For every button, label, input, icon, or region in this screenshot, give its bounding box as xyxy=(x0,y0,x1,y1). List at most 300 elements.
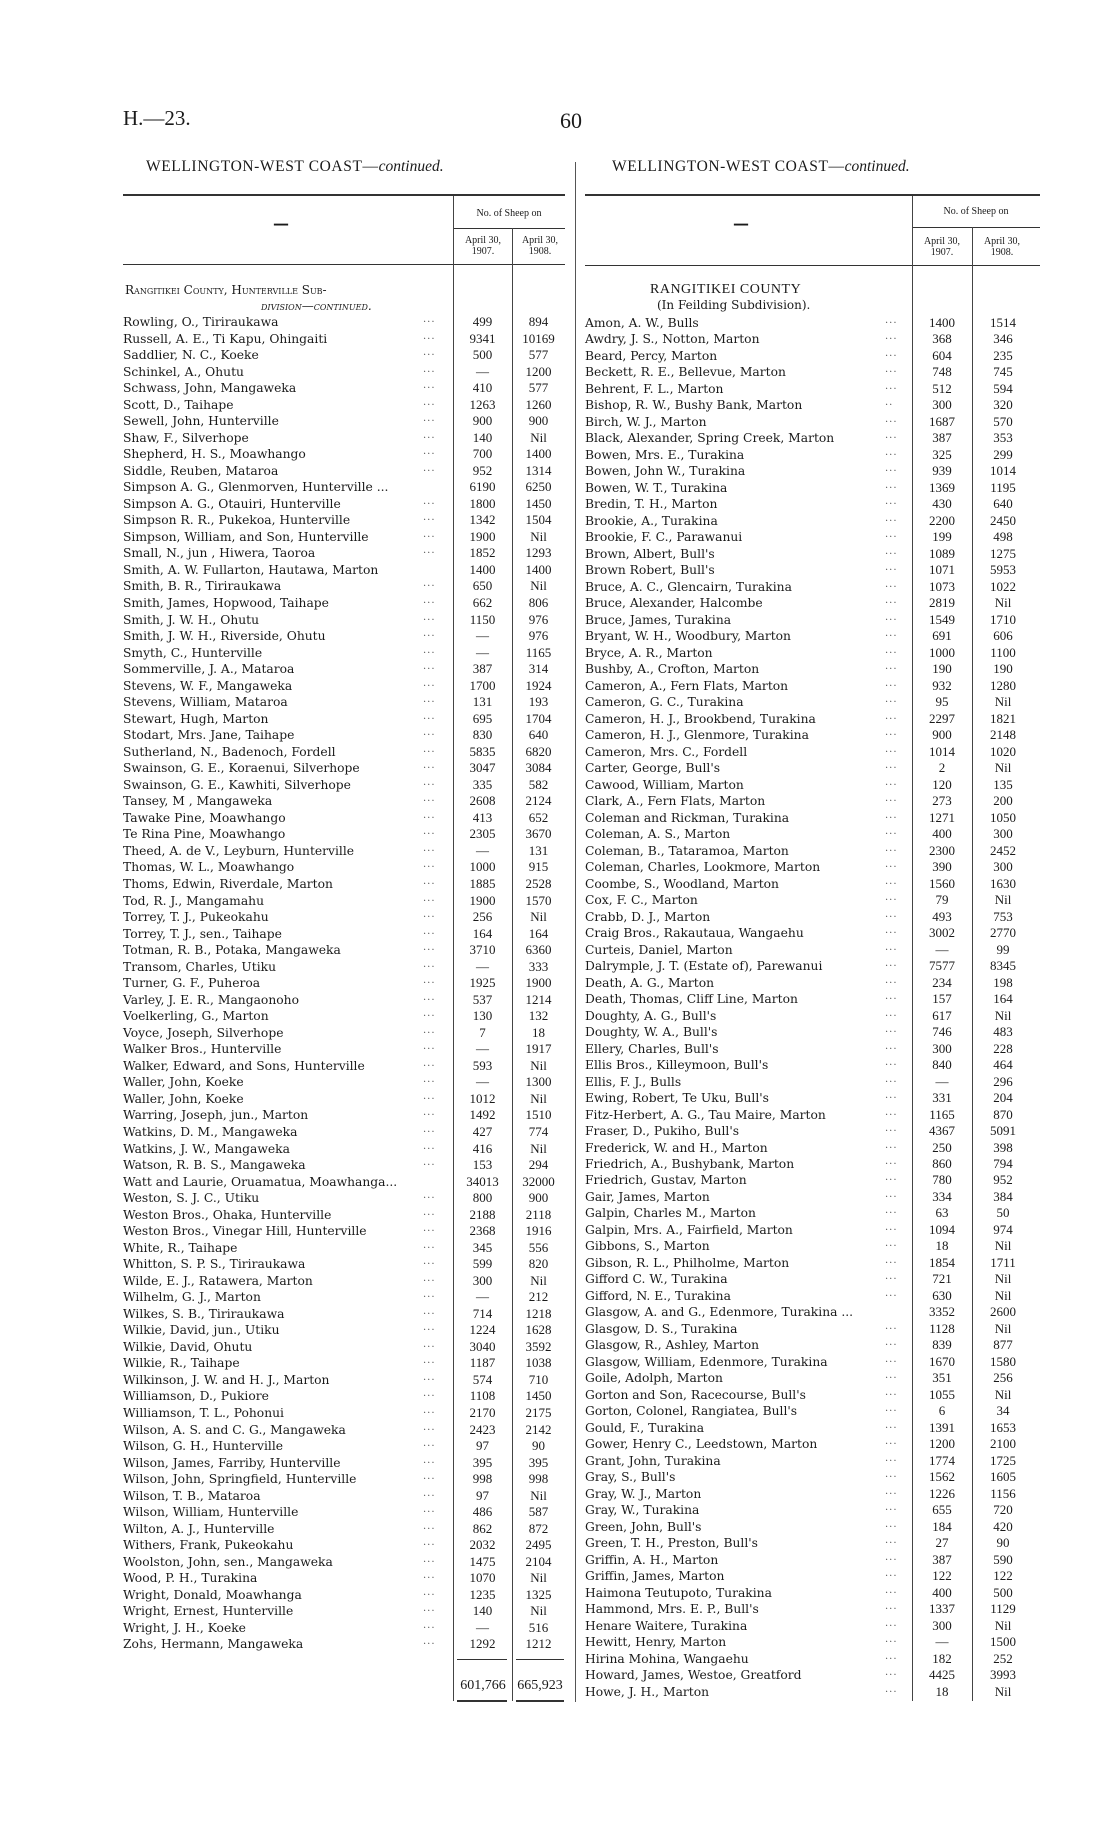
owner-name: Coleman, B., Tataramoa, Marton xyxy=(585,843,789,858)
sheep-1907: 334 xyxy=(932,1188,952,1204)
sheep-1908: Nil xyxy=(994,1007,1012,1023)
owner-name: Friedrich, Gustav, Marton xyxy=(585,1173,747,1188)
table-row xyxy=(585,430,1034,446)
sheep-1908: 894 xyxy=(528,314,549,329)
dot-leader: ... xyxy=(885,760,898,772)
dot-leader: ... xyxy=(885,479,898,491)
dot-leader: ... xyxy=(885,1650,898,1662)
sheep-1908: 2100 xyxy=(990,1436,1016,1452)
owner-name: Tansey, M , Mangaweka xyxy=(123,794,273,809)
owner-name: Bryce, A. R., Marton xyxy=(585,645,713,660)
sheep-1908: Nil xyxy=(994,1287,1012,1303)
sheep-1908: Nil xyxy=(530,429,547,445)
table-row xyxy=(123,1438,565,1454)
table-row xyxy=(585,331,1034,347)
table-row xyxy=(585,447,1034,463)
dot-leader: ... xyxy=(885,1123,898,1134)
table-row xyxy=(585,1618,1034,1634)
table-row xyxy=(123,1058,565,1074)
table-row xyxy=(123,1554,565,1570)
table-row xyxy=(585,397,1034,413)
dot-leader: ... xyxy=(423,1487,436,1499)
table-row xyxy=(123,1322,565,1338)
sheep-1908: 395 xyxy=(528,1454,549,1470)
sheep-1907: 2170 xyxy=(469,1404,496,1420)
dot-leader: ... xyxy=(885,1353,898,1365)
sheep-1908: 212 xyxy=(528,1289,549,1305)
sheep-1907: 1165 xyxy=(929,1106,955,1122)
table-row xyxy=(123,926,565,942)
dot-leader: ... xyxy=(423,396,436,408)
sheep-1907: 345 xyxy=(472,1239,493,1255)
dot-leader: ... xyxy=(885,1601,898,1613)
dot-leader: ... xyxy=(885,776,898,788)
dot-leader: ... xyxy=(885,1106,898,1118)
sheep-1908: 2528 xyxy=(525,876,552,892)
owner-name: Friedrich, A., Bushybank, Marton xyxy=(585,1156,795,1171)
sheep-1908: 1510 xyxy=(525,1107,552,1123)
dot-leader: ... xyxy=(885,1386,898,1398)
dot-leader: ... xyxy=(885,727,898,739)
owner-name: Beckett, R. E., Bellevue, Marton xyxy=(585,365,786,380)
sheep-1907: 190 xyxy=(932,661,952,677)
dot-leader: ... xyxy=(885,1584,898,1596)
owner-name: Bowen, John W., Turakina xyxy=(585,464,746,479)
left-table-title xyxy=(146,158,444,176)
sheep-1907: 1400 xyxy=(469,561,496,577)
sheep-1907: 18 xyxy=(935,1238,949,1254)
owner-name: Beard, Percy, Marton xyxy=(585,348,718,363)
dot-leader: ... xyxy=(885,315,898,326)
dot-leader: ... xyxy=(423,793,436,805)
sheep-1907: 2300 xyxy=(929,842,955,858)
table-row xyxy=(123,893,565,909)
dot-leader: ... xyxy=(885,892,898,904)
dot-leader: ... xyxy=(885,1221,898,1233)
sheep-1908: Nil xyxy=(530,578,547,594)
table-row xyxy=(123,1273,565,1289)
dot-leader: .. xyxy=(885,397,894,409)
table-row xyxy=(123,843,565,859)
table-row xyxy=(585,744,1034,760)
sheep-1907: 325 xyxy=(932,446,952,462)
header-bottom-rule xyxy=(123,264,565,265)
sheep-1908: 353 xyxy=(993,430,1013,446)
table-row xyxy=(585,925,1034,941)
header-group: No. of Sheep on xyxy=(476,208,542,219)
table-row xyxy=(123,1174,565,1190)
table-row xyxy=(123,595,565,611)
owner-name: Glasgow, D. S., Turakina xyxy=(585,1321,738,1336)
sheep-1907: 95 xyxy=(935,694,949,710)
table-row xyxy=(123,1256,565,1272)
dot-leader: ... xyxy=(885,1040,898,1052)
sheep-1908: 314 xyxy=(528,661,549,677)
sheep-1908: Nil xyxy=(994,1320,1012,1336)
owner-name: Griffin, A. H., Marton xyxy=(585,1552,719,1567)
table-row xyxy=(585,694,1034,710)
table-row xyxy=(123,859,565,875)
sheep-1907: 7577 xyxy=(929,958,955,974)
table-row xyxy=(585,1090,1034,1106)
table-row xyxy=(585,793,1034,809)
sheep-1908: 299 xyxy=(993,446,1013,462)
dot-leader: ... xyxy=(423,1520,436,1532)
sheep-1908: 1450 xyxy=(525,1388,552,1404)
table-row xyxy=(123,1603,565,1619)
sheep-1908: 1653 xyxy=(990,1419,1016,1435)
table-row xyxy=(123,1306,565,1322)
table-row xyxy=(123,496,565,512)
table-row xyxy=(585,562,1034,578)
dot-leader: ... xyxy=(423,347,436,359)
sheep-1908: 252 xyxy=(993,1650,1013,1666)
sheep-1907: 410 xyxy=(472,380,493,396)
dot-leader: ... xyxy=(885,1172,898,1184)
dot-leader: ... xyxy=(885,661,898,673)
sheep-1908: 10169 xyxy=(522,330,555,346)
sheep-1907: 3002 xyxy=(929,925,955,941)
owner-name: Weston, S. J. C., Utiku xyxy=(123,1191,260,1206)
table-row xyxy=(123,876,565,892)
table-row xyxy=(123,942,565,958)
sheep-1908: 131 xyxy=(528,842,549,858)
table-row xyxy=(123,727,565,743)
sheep-1907: 400 xyxy=(932,826,952,842)
sheep-1908: 1165 xyxy=(525,644,552,660)
section-heading-line1: RANGITIKEI COUNTY xyxy=(650,282,802,297)
sheep-1907: 1271 xyxy=(929,809,955,825)
owner-name: Coleman and Rickman, Turakina xyxy=(585,810,790,825)
owner-name: Stodart, Mrs. Jane, Taihape xyxy=(123,728,295,743)
sheep-1907: — xyxy=(476,958,489,974)
owner-name: Brookie, A., Turakina xyxy=(585,513,718,528)
owner-name: Smith, James, Hopwood, Taihape xyxy=(123,596,329,610)
dot-leader: ... xyxy=(423,760,436,772)
owner-name: Galpin, Mrs. A., Fairfield, Marton xyxy=(585,1222,793,1237)
dot-leader: ... xyxy=(885,1617,898,1629)
dot-leader: ... xyxy=(423,314,436,325)
sheep-1907: 3352 xyxy=(929,1304,955,1320)
sheep-1907: 1108 xyxy=(469,1388,496,1404)
table-row xyxy=(585,760,1034,776)
sheep-1907: 7 xyxy=(479,1024,486,1040)
sheep-1907: 1854 xyxy=(929,1254,955,1270)
sheep-1907: 593 xyxy=(472,1057,493,1073)
owner-name: Rowling, O., Tiriraukawa xyxy=(123,315,279,329)
sheep-1907: 1187 xyxy=(469,1355,496,1371)
dot-leader: ... xyxy=(423,1355,436,1367)
owner-name: Frederick, W. and H., Marton xyxy=(585,1140,768,1155)
table-row xyxy=(123,479,565,495)
dot-leader: ... xyxy=(423,1322,436,1334)
table-row xyxy=(585,859,1034,875)
table-row xyxy=(585,975,1034,991)
sheep-1908: 1500 xyxy=(990,1634,1016,1650)
dot-leader: ... xyxy=(885,1551,898,1563)
owner-name: Wilde, E. J., Ratawera, Marton xyxy=(123,1273,313,1288)
sheep-1907: 1000 xyxy=(929,644,955,660)
sheep-1907: 830 xyxy=(472,727,493,743)
dot-leader: ... xyxy=(885,446,898,458)
sheep-1908: Nil xyxy=(530,1272,547,1288)
table-row xyxy=(123,1207,565,1223)
table-row xyxy=(123,1620,565,1636)
table-row xyxy=(123,1107,565,1123)
sheep-1907: 746 xyxy=(932,1024,952,1040)
dot-leader: ... xyxy=(885,925,898,937)
sheep-1908: 132 xyxy=(528,1008,549,1024)
table-row xyxy=(585,1486,1034,1502)
sheep-1907: 655 xyxy=(932,1502,952,1518)
table-row xyxy=(123,512,565,528)
sheep-1907: 1560 xyxy=(929,875,955,891)
sheep-1908: 1900 xyxy=(525,975,552,991)
owner-name: Gray, W. J., Marton xyxy=(585,1486,702,1501)
sheep-1908: 204 xyxy=(993,1090,1013,1106)
dot-leader: ... xyxy=(423,611,436,623)
sheep-1907: 2368 xyxy=(469,1223,496,1239)
dot-leader: ... xyxy=(423,528,436,540)
table-row xyxy=(123,545,565,561)
table-row xyxy=(123,1223,565,1239)
owner-name: Wilhelm, G. J., Marton xyxy=(123,1290,261,1305)
dot-leader: ... xyxy=(885,562,898,574)
sheep-1907: 5835 xyxy=(469,743,496,759)
sheep-1908: 1628 xyxy=(525,1322,552,1338)
sheep-1908: 1514 xyxy=(990,315,1016,330)
owner-name: Tawake Pine, Moawhango xyxy=(123,810,286,825)
owner-name: Saddlier, N. C., Koeke xyxy=(123,348,259,363)
table-row xyxy=(585,1354,1034,1370)
sheep-1907: 1391 xyxy=(929,1419,955,1435)
sheep-1908: 900 xyxy=(528,1190,549,1206)
sheep-1908: 1129 xyxy=(990,1601,1016,1617)
sheep-1907: 6190 xyxy=(469,479,496,495)
owner-name: Torrey, T. J., sen., Taihape xyxy=(123,926,282,941)
dot-leader: ... xyxy=(423,413,436,425)
sheep-1908: 384 xyxy=(993,1188,1013,1204)
sheep-1907: 300 xyxy=(932,1040,952,1056)
owner-name: Weston Bros., Vinegar Hill, Hunterville xyxy=(123,1224,367,1239)
total-rule-bottom-1907 xyxy=(457,1700,507,1702)
dot-leader: ... xyxy=(423,1619,436,1631)
sheep-1907: 97 xyxy=(476,1438,489,1454)
owner-name: Wilkie, David, Ohutu xyxy=(123,1339,253,1354)
owner-name: Haimona Teutupoto, Turakina xyxy=(585,1585,772,1600)
owner-name: Smith, A. W. Fullarton, Hautawa, Marton xyxy=(123,562,379,577)
table-row xyxy=(585,1519,1034,1535)
table-row xyxy=(123,1008,565,1024)
sheep-1907: 1226 xyxy=(929,1485,955,1501)
total-1907: 601,766 xyxy=(460,1678,506,1693)
sheep-1907: 9341 xyxy=(469,330,496,346)
sheep-1907: 6 xyxy=(938,1403,946,1419)
dot-leader: ... xyxy=(885,347,898,359)
sheep-1908: 2495 xyxy=(525,1537,552,1553)
dot-leader: ... xyxy=(885,809,898,821)
dot-leader: ... xyxy=(423,809,436,821)
sheep-1908: 90 xyxy=(532,1438,545,1454)
table-row xyxy=(585,711,1034,727)
owner-name: Gibbons, S., Marton xyxy=(585,1239,710,1254)
table-row xyxy=(123,628,565,644)
owner-name: Te Rina Pine, Moawhango xyxy=(123,827,286,842)
owner-name: Coleman, Charles, Lookmore, Marton xyxy=(585,860,821,875)
sheep-1908: 122 xyxy=(993,1568,1013,1584)
dot-leader: ... xyxy=(423,644,436,656)
sheep-1907: 3710 xyxy=(469,942,496,958)
dot-leader: ... xyxy=(885,1320,898,1332)
sheep-1908: 870 xyxy=(993,1106,1013,1122)
sheep-1907: 120 xyxy=(932,776,952,792)
dot-leader: ... xyxy=(423,925,436,937)
owner-name: Black, Alexander, Spring Creek, Marton xyxy=(585,431,835,446)
owner-name: Schinkel, A., Ohutu xyxy=(123,364,244,379)
sheep-1907: 390 xyxy=(932,859,952,875)
sheep-1908: Nil xyxy=(994,1386,1012,1402)
sheep-1908: Nil xyxy=(994,892,1012,908)
table-row xyxy=(585,876,1034,892)
dot-leader: ... xyxy=(423,1223,436,1235)
table-row xyxy=(585,1420,1034,1436)
sheep-1907: — xyxy=(476,1074,489,1090)
sheep-1908: 300 xyxy=(993,859,1013,875)
sheep-1908: 398 xyxy=(993,1139,1013,1155)
dot-leader: ... xyxy=(885,710,898,722)
dot-leader: ... xyxy=(885,1370,898,1382)
sheep-1908: Nil xyxy=(530,909,547,925)
sheep-1908: 1300 xyxy=(525,1074,552,1090)
owner-name: Torrey, T. J., Pukeokahu xyxy=(123,910,269,925)
table-row xyxy=(585,480,1034,496)
column-divider xyxy=(575,162,576,1702)
header-top-rule xyxy=(123,194,565,196)
owner-name: Shepherd, H. S., Moawhango xyxy=(123,447,306,462)
owner-name: Bishop, R. W., Bushy Bank, Marton xyxy=(585,398,803,413)
owner-name: Grant, John, Turakina xyxy=(585,1453,721,1468)
title-text: WELLINGTON-WEST COAST— xyxy=(146,158,379,175)
header-1908: April 30, 1908. xyxy=(983,236,1021,258)
owner-name: Withers, Frank, Pukeokahu xyxy=(123,1538,294,1553)
dot-leader: ... xyxy=(885,1469,898,1481)
dot-leader: ... xyxy=(423,1388,436,1400)
right-table-title xyxy=(612,158,910,176)
sheep-1908: 320 xyxy=(993,397,1013,413)
sheep-1907: 537 xyxy=(472,991,493,1007)
sheep-1908: 872 xyxy=(528,1520,549,1536)
dot-leader: ... xyxy=(885,595,898,607)
sheep-1908: 294 xyxy=(528,1157,549,1173)
table-row xyxy=(585,1156,1034,1172)
sheep-1908: 1275 xyxy=(990,545,1016,561)
table-row xyxy=(585,612,1034,628)
sheep-1908: 6250 xyxy=(525,479,552,495)
table-row xyxy=(123,1339,565,1355)
sheep-1907: 153 xyxy=(472,1157,493,1173)
sheep-1908: 1218 xyxy=(525,1305,552,1321)
owner-name: Stevens, William, Mataroa xyxy=(123,695,288,710)
right-sheep-table xyxy=(585,194,1040,1704)
table-row xyxy=(585,1074,1034,1090)
dot-leader: ... xyxy=(885,1568,898,1580)
table-row xyxy=(123,1372,565,1388)
sheep-1908: 1100 xyxy=(990,644,1016,660)
sheep-1907: 1670 xyxy=(929,1353,955,1369)
dot-leader: ... xyxy=(423,826,436,838)
dot-leader: ... xyxy=(885,1485,898,1497)
header-1907: April 30, 1907. xyxy=(464,235,502,257)
sheep-1908: 18 xyxy=(532,1024,545,1040)
sheep-1907: 3047 xyxy=(469,760,496,776)
owner-name: Waller, John, Koeke xyxy=(123,1091,244,1106)
sheep-1907: 512 xyxy=(932,380,952,396)
sheep-1908: 1450 xyxy=(525,495,552,511)
sheep-1908: 1212 xyxy=(525,1636,552,1652)
sheep-1907: 97 xyxy=(476,1487,489,1503)
dot-leader: ... xyxy=(885,380,898,392)
sheep-1907: 1070 xyxy=(469,1570,496,1586)
owner-name: Wilkinson, J. W. and H. J., Marton xyxy=(123,1372,330,1387)
dot-leader: ... xyxy=(885,1073,898,1085)
sheep-1907: 234 xyxy=(932,974,952,990)
table-row xyxy=(585,1387,1034,1403)
table-row xyxy=(123,645,565,661)
table-row xyxy=(585,529,1034,545)
owner-name: Voyce, Joseph, Silverhope xyxy=(123,1025,284,1040)
sheep-1907: 2032 xyxy=(469,1537,496,1553)
sheep-1908: 333 xyxy=(528,958,549,974)
dot-leader: ... xyxy=(423,1074,436,1086)
dot-leader: ... xyxy=(423,1603,436,1615)
owner-name: Wilton, A. J., Hunterville xyxy=(123,1521,275,1536)
owner-name: Gray, S., Bull's xyxy=(585,1470,676,1485)
dot-leader: ... xyxy=(423,462,436,474)
sheep-1907: 427 xyxy=(472,1123,493,1139)
sheep-1907: 1200 xyxy=(929,1436,955,1452)
owner-name: Wilson, G. H., Hunterville xyxy=(123,1439,284,1454)
owner-name: Cawood, William, Marton xyxy=(585,777,744,792)
dot-leader: ... xyxy=(885,1057,898,1069)
table-row xyxy=(585,1337,1034,1353)
sheep-1907: 2305 xyxy=(469,826,496,842)
sheep-1907: 1562 xyxy=(929,1469,955,1485)
table-row xyxy=(123,793,565,809)
sheep-1908: 50 xyxy=(996,1205,1010,1221)
dot-leader: ... xyxy=(423,1454,436,1466)
sheep-1908: 1711 xyxy=(990,1254,1016,1270)
sheep-1907: 1900 xyxy=(469,528,496,544)
sheep-1908: 346 xyxy=(993,331,1013,347)
sheep-1908: 32000 xyxy=(522,1173,555,1189)
sheep-1907: 700 xyxy=(472,446,493,462)
owner-name: Scott, D., Taihape xyxy=(123,397,234,412)
sheep-1908: Nil xyxy=(530,1090,547,1106)
sheep-1907: 430 xyxy=(932,496,952,512)
table-row xyxy=(585,1255,1034,1271)
sheep-1907: 351 xyxy=(932,1370,952,1386)
sheep-1907: — xyxy=(935,941,949,957)
sheep-1908: 3592 xyxy=(525,1338,552,1354)
dot-leader: ... xyxy=(885,413,898,425)
owner-name: Shaw, F., Silverhope xyxy=(123,430,249,445)
dot-leader: ... xyxy=(423,743,436,755)
sheep-1908: 256 xyxy=(993,1370,1013,1386)
table-row xyxy=(123,992,565,1008)
sheep-1908: 8345 xyxy=(990,958,1016,974)
sheep-1908: 820 xyxy=(528,1256,549,1272)
dot-leader: ... xyxy=(423,1471,436,1483)
